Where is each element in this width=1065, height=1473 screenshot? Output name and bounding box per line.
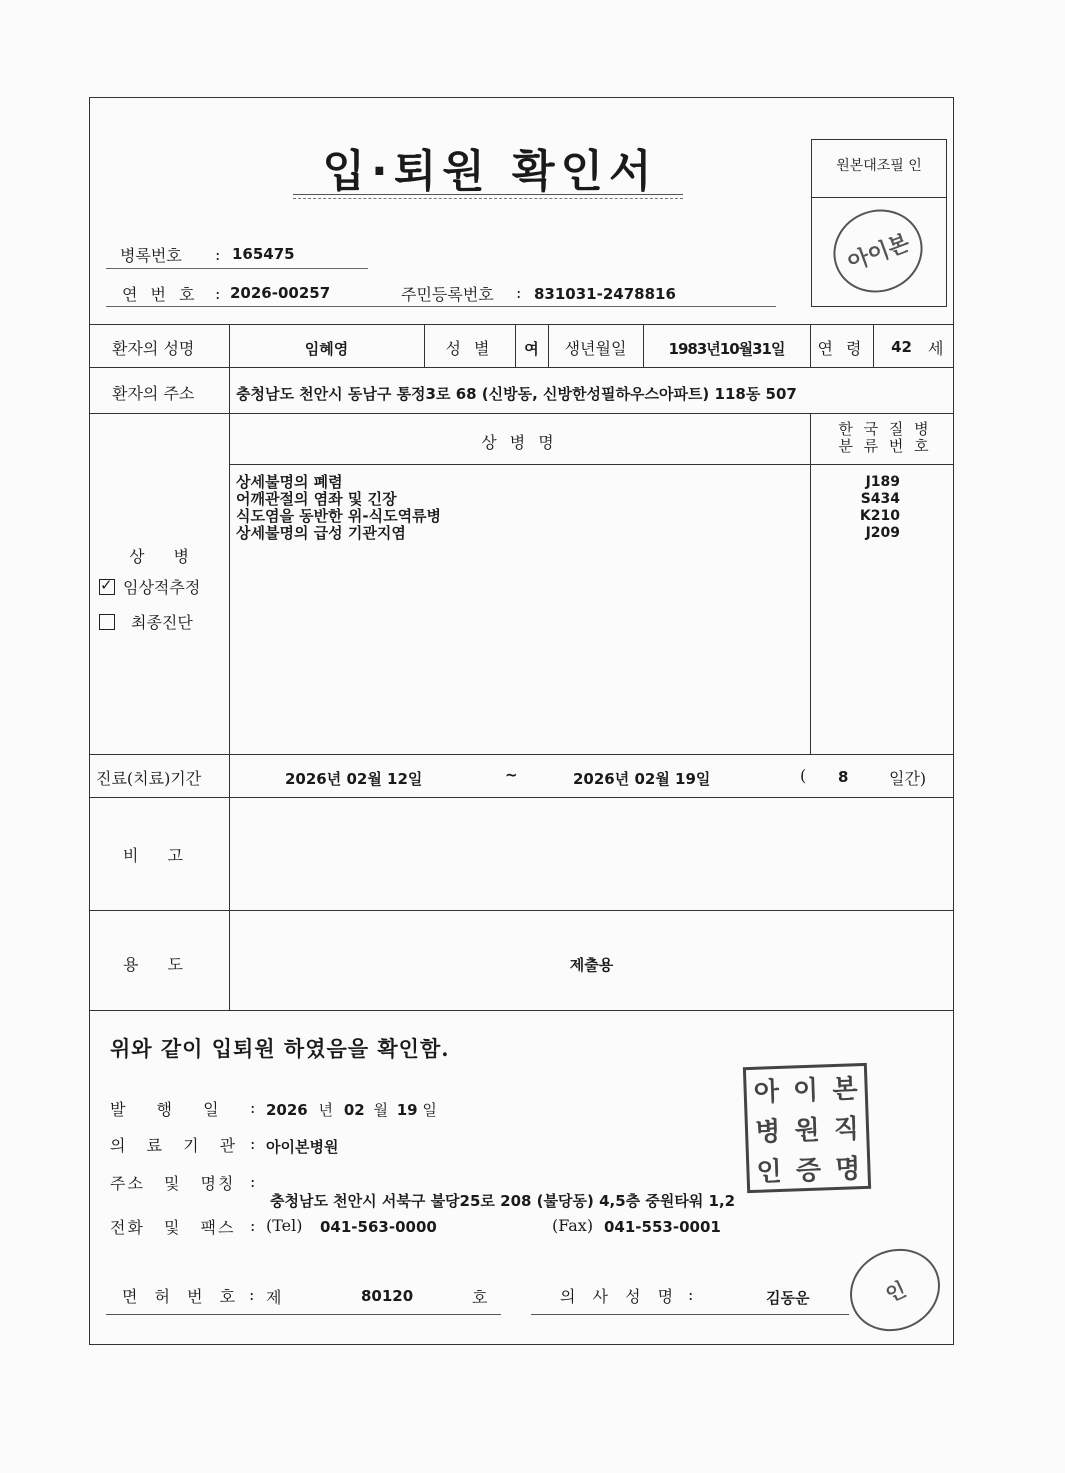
final-diagnosis-label: 최종진단 [131, 613, 193, 632]
resident-no-value: 831031-2478816 [534, 285, 676, 303]
col-line-label [229, 324, 230, 1010]
issue-month-unit: 월 [373, 1101, 388, 1119]
diagnosis-item: 상세불명의 폐렴 [236, 473, 343, 491]
fax-label: (Fax) [552, 1216, 594, 1235]
age-label: 연 령 [817, 339, 866, 358]
hospital-seal-char: 원 [793, 1115, 821, 1146]
checkbox-checked-icon[interactable] [99, 579, 115, 595]
dob-label: 생년월일 [564, 339, 627, 358]
period-label: 진료(치료)기간 [96, 769, 202, 788]
doctor-underline [531, 1314, 849, 1315]
issue-date [266, 1099, 437, 1120]
license-suffix: 호 [472, 1288, 488, 1307]
tel-label: (Tel) [266, 1216, 303, 1235]
license-colon: : [249, 1285, 255, 1304]
hospital-address-colon: : [250, 1172, 256, 1191]
hospital-seal-char: 인 [756, 1156, 783, 1188]
phone-fax-label: 전화 및 팩스 [110, 1218, 236, 1237]
diagnosis-code: J209 [865, 525, 900, 541]
clinical-estimate-checkbox[interactable] [99, 575, 200, 598]
hospital-seal-char: 본 [831, 1073, 859, 1105]
diagnosis-code: J189 [865, 474, 900, 490]
hospital-seal [743, 1063, 871, 1193]
checkbox-empty-icon[interactable] [99, 614, 115, 630]
tel-value: 041-563-0000 [320, 1218, 437, 1236]
row-line-6 [89, 910, 954, 911]
issue-year: 2026 [266, 1101, 308, 1119]
purpose-label: 용 도 [123, 955, 195, 974]
period-days-suffix: 일간) [889, 769, 927, 788]
license-label: 면 허 번 호 [122, 1287, 242, 1306]
title-underline-dashed [293, 198, 683, 199]
doctor-seal: 인 [836, 1234, 953, 1345]
diagnosis-name-header: 상 병 명 [481, 433, 558, 452]
diagnosis-item: 식도염을 동반한 위-식도역류병 [236, 507, 442, 525]
serial-no-value: 2026-00257 [230, 284, 331, 302]
issue-day: 19 [396, 1101, 418, 1119]
original-copy-divider [811, 197, 947, 198]
col-line-age-val [873, 324, 874, 367]
col-line-code [810, 413, 811, 754]
period-start: 2026년 02월 12일 [285, 770, 423, 788]
license-prefix: 제 [266, 1288, 282, 1307]
diagnosis-code-list [840, 474, 900, 542]
row-line-5 [89, 797, 954, 798]
period-end: 2026년 02월 19일 [573, 770, 711, 788]
patient-name-label: 환자의 성명 [112, 339, 195, 358]
sex-value: 여 [524, 340, 539, 358]
period-separator: ~ [505, 766, 518, 784]
hospital-seal-char: 이 [792, 1075, 819, 1106]
hospital-seal-char: 명 [834, 1153, 861, 1185]
clinical-estimate-label: 임상적추정 [123, 578, 201, 597]
hospital-seal-char: 아 [753, 1076, 780, 1108]
final-diagnosis-checkbox[interactable] [99, 610, 193, 633]
record-no-underline [106, 268, 368, 269]
issue-date-colon: : [250, 1098, 256, 1117]
doctor-name-value: 김동운 [766, 1289, 810, 1307]
fax-value: 041-553-0001 [604, 1218, 721, 1236]
hospital-seal-char: 증 [795, 1155, 822, 1186]
remarks-label: 비 고 [123, 846, 195, 865]
license-underline [106, 1314, 501, 1315]
sex-label: 성 별 [445, 339, 494, 358]
doctor-name-label: 의 사 성 명 [560, 1287, 680, 1306]
issue-month: 02 [343, 1101, 365, 1119]
diagnosis-list [236, 474, 441, 542]
dob-value: 1983년10월31일 [668, 340, 785, 358]
row-line-4 [89, 754, 954, 755]
patient-name-value: 임혜영 [304, 340, 349, 358]
serial-underline [106, 306, 776, 307]
institution-label: 의 료 기 관 [110, 1136, 238, 1155]
row-line-3 [89, 413, 954, 414]
resident-no-colon: : [516, 283, 522, 302]
issue-date-label: 발 행 일 [110, 1100, 221, 1119]
issue-year-unit: 년 [318, 1101, 334, 1119]
purpose-value: 제출용 [569, 956, 614, 974]
period-days: 8 [838, 768, 849, 786]
diagnosis-code: K210 [859, 508, 900, 524]
disease-code-header: 한 국 질 병 분 류 번 호 [838, 420, 932, 455]
row-line-2 [89, 367, 954, 368]
record-no-value: 165475 [232, 245, 295, 263]
row-line-7 [89, 1010, 954, 1011]
phone-fax-colon: : [250, 1216, 256, 1235]
row-line-1 [89, 324, 954, 325]
hospital-seal-char: 직 [833, 1113, 860, 1145]
hospital-seal-char: 병 [754, 1116, 781, 1148]
patient-address-label: 환자의 주소 [112, 384, 195, 403]
resident-no-label: 주민등록번호 [401, 285, 494, 304]
institution-colon: : [250, 1134, 256, 1153]
diagnosis-item: 어깨관절의 염좌 및 긴장 [236, 490, 397, 508]
diagnosis-code: S434 [860, 491, 900, 507]
original-copy-label: 원본대조필 인 [836, 158, 922, 174]
doctor-name-colon: : [688, 1285, 694, 1304]
record-no-colon: : [215, 245, 221, 264]
hospital-address-value: 충청남도 천안시 서북구 불당25로 208 (불당동) 4,5층 중원타워 1,2 [270, 1192, 736, 1210]
issue-day-unit: 일 [422, 1101, 437, 1119]
hospital-address-label: 주소 및 명칭 [110, 1174, 236, 1193]
serial-no-label: 연 번 호 [122, 285, 199, 304]
original-copy-seal: 아이본 [822, 197, 935, 305]
diagnosis-section-label: 상 병 [129, 547, 201, 566]
patient-address-value: 충청남도 천안시 동남구 통정3로 68 (신방동, 신방한성필하우스아파트) 118동 507 [236, 385, 797, 403]
title-underline [293, 194, 683, 195]
institution-value: 아이본병원 [266, 1138, 339, 1156]
diagnosis-item: 상세불명의 급성 기관지염 [236, 524, 406, 542]
record-no-label: 병록번호 [120, 246, 182, 265]
document-title: 입·퇴원 확인서 [322, 146, 658, 197]
serial-no-colon: : [215, 284, 221, 303]
license-number: 80120 [361, 1287, 414, 1305]
confirmation-statement: 위와 같이 입퇴원 하였음을 확인함. [110, 1036, 450, 1061]
age-value: 42 [891, 338, 912, 356]
row-line-diag-header [229, 464, 954, 465]
age-unit: 세 [928, 339, 944, 358]
period-open-paren: ( [800, 766, 807, 785]
